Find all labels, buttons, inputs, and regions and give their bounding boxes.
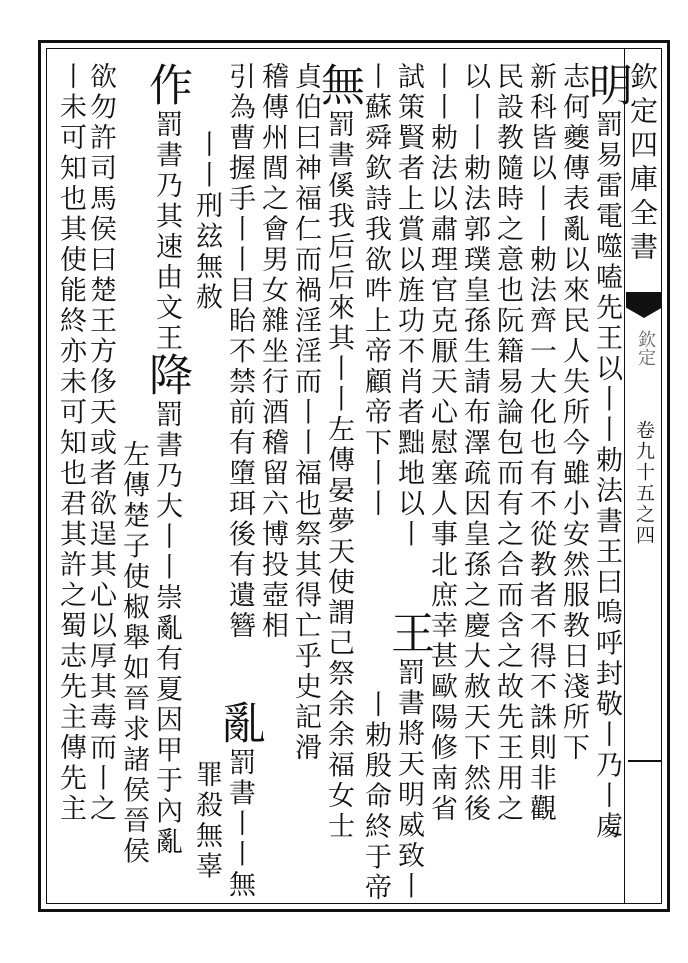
text-column bbox=[555, 62, 591, 764]
column-text: 罰書乃大丨丨崇亂有夏因甲于內亂 bbox=[151, 400, 182, 858]
text-column bbox=[141, 352, 192, 858]
margin-volume-number: 卷九十五之四 bbox=[633, 420, 655, 546]
column-text: 罪殺無辜 bbox=[191, 760, 222, 882]
column-text: 左傳楚子使椒舉如晉求諸侯晉侯 bbox=[118, 440, 149, 867]
heading-char: 降 bbox=[141, 352, 192, 400]
column-text: 丨未可知也其使能終亦未可知也君其許之蜀志先主傳先主 bbox=[55, 62, 86, 825]
heading-char: 亂 bbox=[214, 700, 265, 748]
text-column bbox=[188, 130, 224, 460]
text-column bbox=[221, 62, 257, 642]
column-text: 志何夔傳表亂以來民人失所今雖小安然服教日淺所下 bbox=[558, 62, 589, 764]
column-text: 丨丨刑玆無赦 bbox=[191, 130, 222, 313]
text-column bbox=[489, 62, 525, 825]
column-text: 罰易雷電噬嗑先王以丨丨勅法書王曰嗚呼封敬丨乃丨䖏 bbox=[591, 110, 622, 842]
margin-book-title: 欽定四庫全書 bbox=[626, 62, 659, 266]
column-text: 罰書將天明威致丨 bbox=[393, 658, 424, 902]
column-text: 以丨丨勅法郭璞皇孫生請布澤疏因皇孫之慶大赦天下然後 bbox=[459, 62, 490, 825]
margin-tick bbox=[628, 760, 662, 762]
text-column bbox=[214, 700, 265, 901]
text-column bbox=[390, 62, 426, 550]
text-column bbox=[383, 610, 434, 902]
text-column bbox=[313, 62, 364, 842]
heading-char: 王 bbox=[383, 610, 434, 658]
heading-char: 作 bbox=[141, 62, 192, 110]
text-column bbox=[52, 62, 88, 825]
text-column bbox=[456, 62, 492, 825]
column-text: 丨丨勅法以肅理官克厭天心慰塞人事北庶幸甚歐陽修南省 bbox=[426, 62, 457, 825]
column-text: 丨蘇舜欽詩我欲吽上帝顧帝下丨丨 bbox=[360, 62, 391, 520]
text-column bbox=[357, 690, 393, 904]
margin-faded-label: 欽定 bbox=[635, 330, 656, 366]
column-text: 丨勅殷命終于帝 bbox=[360, 690, 391, 904]
text-column bbox=[423, 62, 459, 825]
heading-char: 明 bbox=[581, 62, 632, 110]
text-column bbox=[357, 62, 393, 592]
column-text: 稽傳州閭之會男女雜坐行酒稽留六博投壺相 bbox=[257, 62, 288, 642]
column-text: 罰書丨丨無 bbox=[224, 748, 255, 901]
text-column bbox=[141, 62, 192, 354]
column-text: 民設教隨時之意也阮籍易論包而有之合而含之故先王用之 bbox=[492, 62, 523, 825]
column-text: 試策賢者上賞以旌功不肖者黜地以丨 bbox=[393, 62, 424, 550]
column-text: 欲勿許司馬侯曰楚王方侈天或者欲逞其心以厚其毒而丨之 bbox=[85, 62, 116, 825]
text-column bbox=[115, 440, 151, 867]
column-text: 罰書傒我后后來其丨丨左傳晏夢天使謂己祭余余福女士 bbox=[323, 110, 354, 842]
text-column bbox=[287, 62, 323, 764]
heading-char: 無 bbox=[313, 62, 364, 110]
column-text: 新科皆以丨丨勅法齊一大化也有不從教者不得不誅則非觀 bbox=[525, 62, 556, 825]
text-column bbox=[522, 62, 558, 825]
column-text: 貞伯曰神福仁而禍淫淫而丨丨福也祭其得亡乎史記滑 bbox=[290, 62, 321, 764]
text-column bbox=[254, 62, 290, 642]
text-column bbox=[581, 62, 632, 842]
column-text: 罰書乃其速由文王 bbox=[151, 110, 182, 354]
column-text: 引為曹握手丨丨目眙不禁前有墮珥後有遺簪 bbox=[224, 62, 255, 642]
text-column bbox=[188, 760, 224, 882]
